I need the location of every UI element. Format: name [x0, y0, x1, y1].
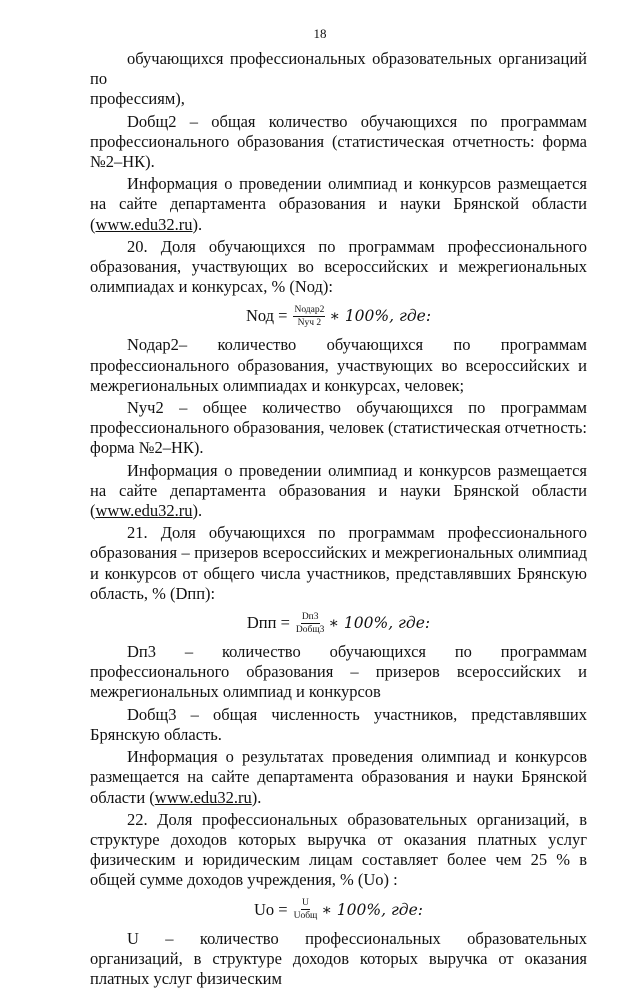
info-text-end: ). [251, 787, 262, 807]
formula-fraction [294, 897, 318, 922]
site-link[interactable]: www.edu32.ru [154, 787, 252, 807]
info-text: Информация о результатах проведения олимпиад и конкурсов размещается на сайте департамента образования и науки Брянской области ( [90, 747, 587, 807]
formula-rhs: ∗ 100%, где: [321, 900, 424, 919]
paragraph-info-results [90, 747, 587, 808]
paragraph-item-22: 22. Доля профессиональных образовательных организаций, в структуре доходов которых выручка от оказания платных услуг физическим и юридическим лицам составляет более чем 25 % в общей сумме доходов учреждения, % (Uо) : [90, 809, 587, 890]
paragraph-item-20: 20. Доля обучающихся по программам профессионального образования, участвующих во всероссийских и межрегиональных олимпиадах и конкурсах, % (Nод): [90, 236, 587, 297]
info-text-end: ). [192, 214, 203, 234]
site-link[interactable]: www.edu32.ru [95, 501, 193, 521]
paragraph-1a: обучающихся профессиональных образовательных организаций по [90, 49, 587, 89]
paragraph-info-site-2 [90, 461, 587, 522]
paragraph-nuch2-definition: Nуч2 – общее количество обучающихся по программам профессионального образования, человек (статистическая отчетность: форма №2–НК). [90, 398, 587, 458]
document-body [90, 49, 587, 989]
info-text: Информация о проведении олимпиад и конкурсов размещается на сайте департамента образования и науки Брянской области ( [90, 174, 587, 234]
paragraph-item-21: 21. Доля обучающихся по программам профессионального образования – призеров всероссийских и межрегиональных олимпиад и конкурсов от общего числа участников, представлявших Брянскую область, % (Dпп): [90, 523, 587, 603]
formula-lhs: Nод = [245, 306, 288, 326]
formula-fraction [296, 611, 325, 636]
formula-numerator: Dп3 [301, 611, 319, 622]
paragraph-dp3-definition: Dп3 – количество обучающихся по программам профессионального образования – призеров всероссийских и межрегиональных олимпиад и конкурсов [90, 642, 587, 702]
formula-fraction [293, 304, 325, 329]
formula-denominator: Nуч 2 [297, 317, 322, 328]
page-number: 18 [313, 26, 327, 41]
formula-uo [90, 891, 587, 929]
formula-rhs: ∗ 100%, где: [329, 307, 432, 326]
paragraph-1b: профессиям), [90, 89, 185, 109]
info-text: Информация о проведении олимпиад и конкурсов размещается на сайте департамента образования и науки Брянской области ( [90, 460, 587, 521]
info-text-end: ). [192, 501, 203, 521]
formula-dpp [90, 604, 587, 642]
paragraph-dobsh2-definition: Dобщ2 – общая количество обучающихся по программам профессионального образования (статистическая отчетность: форма №2–НК). [90, 111, 587, 172]
paragraph-u-definition: U – количество профессиональных образовательных организаций, в структуре доходов которых выручка от оказания платных услуг физическим [90, 928, 587, 988]
formula-nod [90, 297, 587, 335]
formula-lhs: Uо = [253, 899, 288, 919]
paragraph-info-site-1 [90, 174, 587, 235]
paragraph-nodar2-definition: Nодар2– количество обучающихся по программам профессионального образования, участвующих во всероссийских и межрегиональных олимпиадах и конкурсах, человек; [90, 335, 587, 395]
formula-denominator: Dобщ3 [295, 624, 325, 635]
formula-numerator: Nодар2 [294, 304, 325, 315]
site-link[interactable]: www.edu32.ru [95, 214, 193, 234]
formula-denominator: Uобщ [293, 911, 318, 922]
formula-numerator: U [302, 898, 309, 909]
formula-lhs: Dпп = [246, 613, 290, 633]
formula-rhs: ∗ 100%, где: [328, 614, 431, 633]
paragraph-dobsh3-definition: Dобщ3 – общая численность участников, представлявших Брянскую область. [90, 704, 587, 744]
